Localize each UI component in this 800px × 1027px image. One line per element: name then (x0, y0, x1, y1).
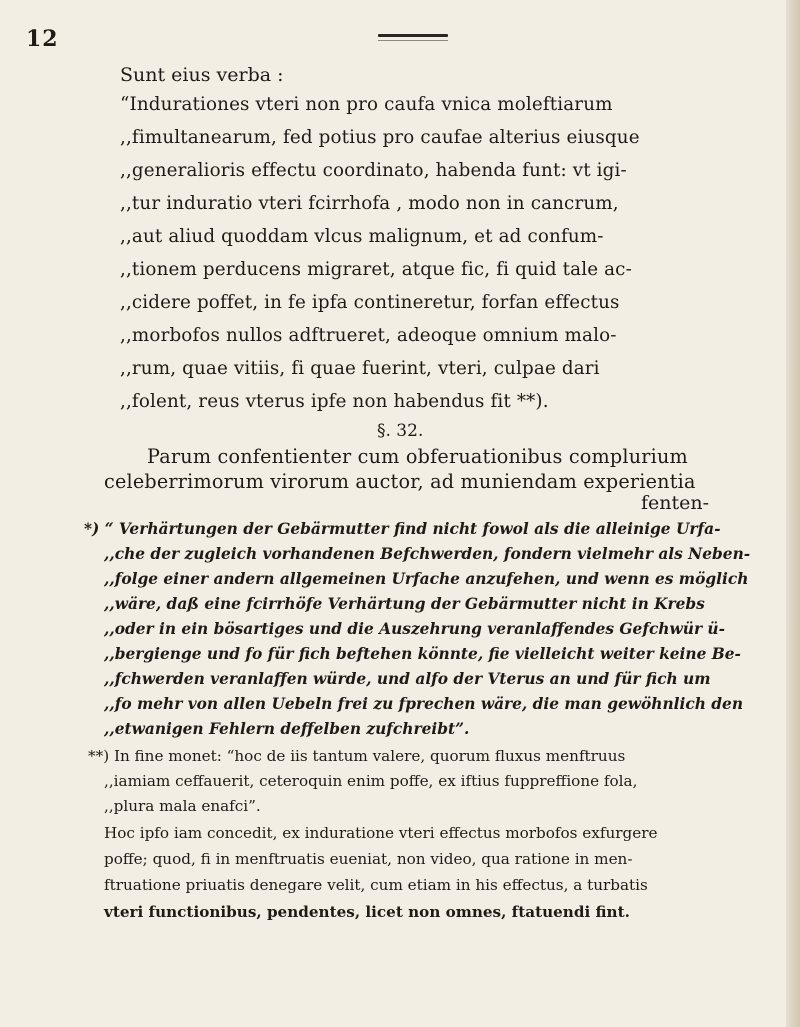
paragraph-line: Parum confentienter cum obferuationibus complurium (147, 445, 688, 468)
catchword: fenten- (641, 492, 710, 514)
footnote-2-line: ,,plura mala enafci”. (104, 797, 261, 815)
footnote-1-line: ,,oder in ein bösartiges und die Auszehrung veranlaffendes Gefchwür ü- (104, 620, 725, 638)
quote-line: ,,cidere poffet, in fe ipfa contineretur, forfan effectus (120, 292, 620, 313)
quote-line: ,,tionem perducens migraret, atque fic, fi quid tale ac- (120, 259, 632, 280)
footnote-1-line: ,,etwanigen Fehlern deffelben zufchreibt”. (104, 720, 470, 738)
footnote-2-line: ,,iamiam ceffauerit, ceteroquin enim poffe, ex iftius fuppreffione fola, (104, 772, 638, 790)
footnote-1-line: ,,bergienge und fo für fich beftehen könnte, fie vielleicht weiter keine Be- (104, 645, 741, 663)
page-header (26, 26, 766, 56)
footnote-2-line: **) In fine monet: “hoc de iis tantum valere, quorum fluxus menftruus (88, 747, 626, 765)
quote-line: ,,generalioris effectu coordinato, habenda funt: vt igi- (120, 160, 627, 181)
footnote-1-line: ,,fo mehr von allen Uebeln frei zu fprechen wäre, die man gewöhnlich den (104, 695, 744, 713)
intro-line: Sunt eius verba : (120, 64, 284, 86)
footnote-2-line: Hoc ipfo iam concedit, ex induratione vteri effectus morbofos exfurgere (104, 824, 658, 842)
quote-line: ,,tur induratio vteri fcirrhofa , modo non in cancrum, (120, 193, 619, 214)
footnote-1-line: ,,folge einer andern allgemeinen Urfache anzufehen, und wenn es möglich (104, 570, 749, 588)
quote-line: ,,fimultanearum, fed potius pro caufae alterius eiusque (120, 127, 640, 148)
quote-line: ,,folent, reus vterus ipfe non habendus fit **). (120, 391, 549, 412)
page-number: 12 (26, 26, 59, 52)
footnote-1-line: ,,che der zugleich vorhandenen Befchwerden, fondern vielmehr als Neben- (104, 545, 751, 563)
footnote-2-line: vteri functionibus, pendentes, licet non omnes, ftatuendi fint. (104, 903, 630, 921)
footnote-1-line: *) “ Verhärtungen der Gebärmutter find nicht fowol als die alleinige Urfa- (84, 520, 721, 538)
quote-line: ,,aut aliud quoddam vlcus malignum, et ad confum- (120, 226, 604, 247)
section-heading: §. 32. (377, 421, 424, 441)
footnote-1-line: ,,wäre, daß eine fcirrhöfe Verhärtung der Gebärmutter nicht in Krebs (104, 595, 705, 613)
footnote-2-line: ftruatione priuatis denegare velit, cum etiam in his effectus, a turbatis (104, 876, 648, 894)
quote-line: “Indurationes vteri non pro caufa vnica moleftiarum (120, 94, 613, 115)
quote-line: ,,rum, quae vitiis, fi quae fuerint, vteri, culpae dari (120, 358, 600, 379)
footnote-2-line: poffe; quod, fi in menftruatis eueniat, non video, qua ratione in men- (104, 850, 633, 868)
header-rule-thin (378, 40, 448, 41)
paragraph-line: celeberrimorum virorum auctor, ad muniendam experientia (104, 470, 696, 493)
page-edge (786, 0, 800, 1027)
quote-line: ,,morbofos nullos adftrueret, adeoque omnium malo- (120, 325, 617, 346)
header-rule (378, 34, 448, 37)
footnote-1-line: ,,fchwerden veranlaffen würde, und alfo der Vterus an und für fich um (104, 670, 711, 688)
